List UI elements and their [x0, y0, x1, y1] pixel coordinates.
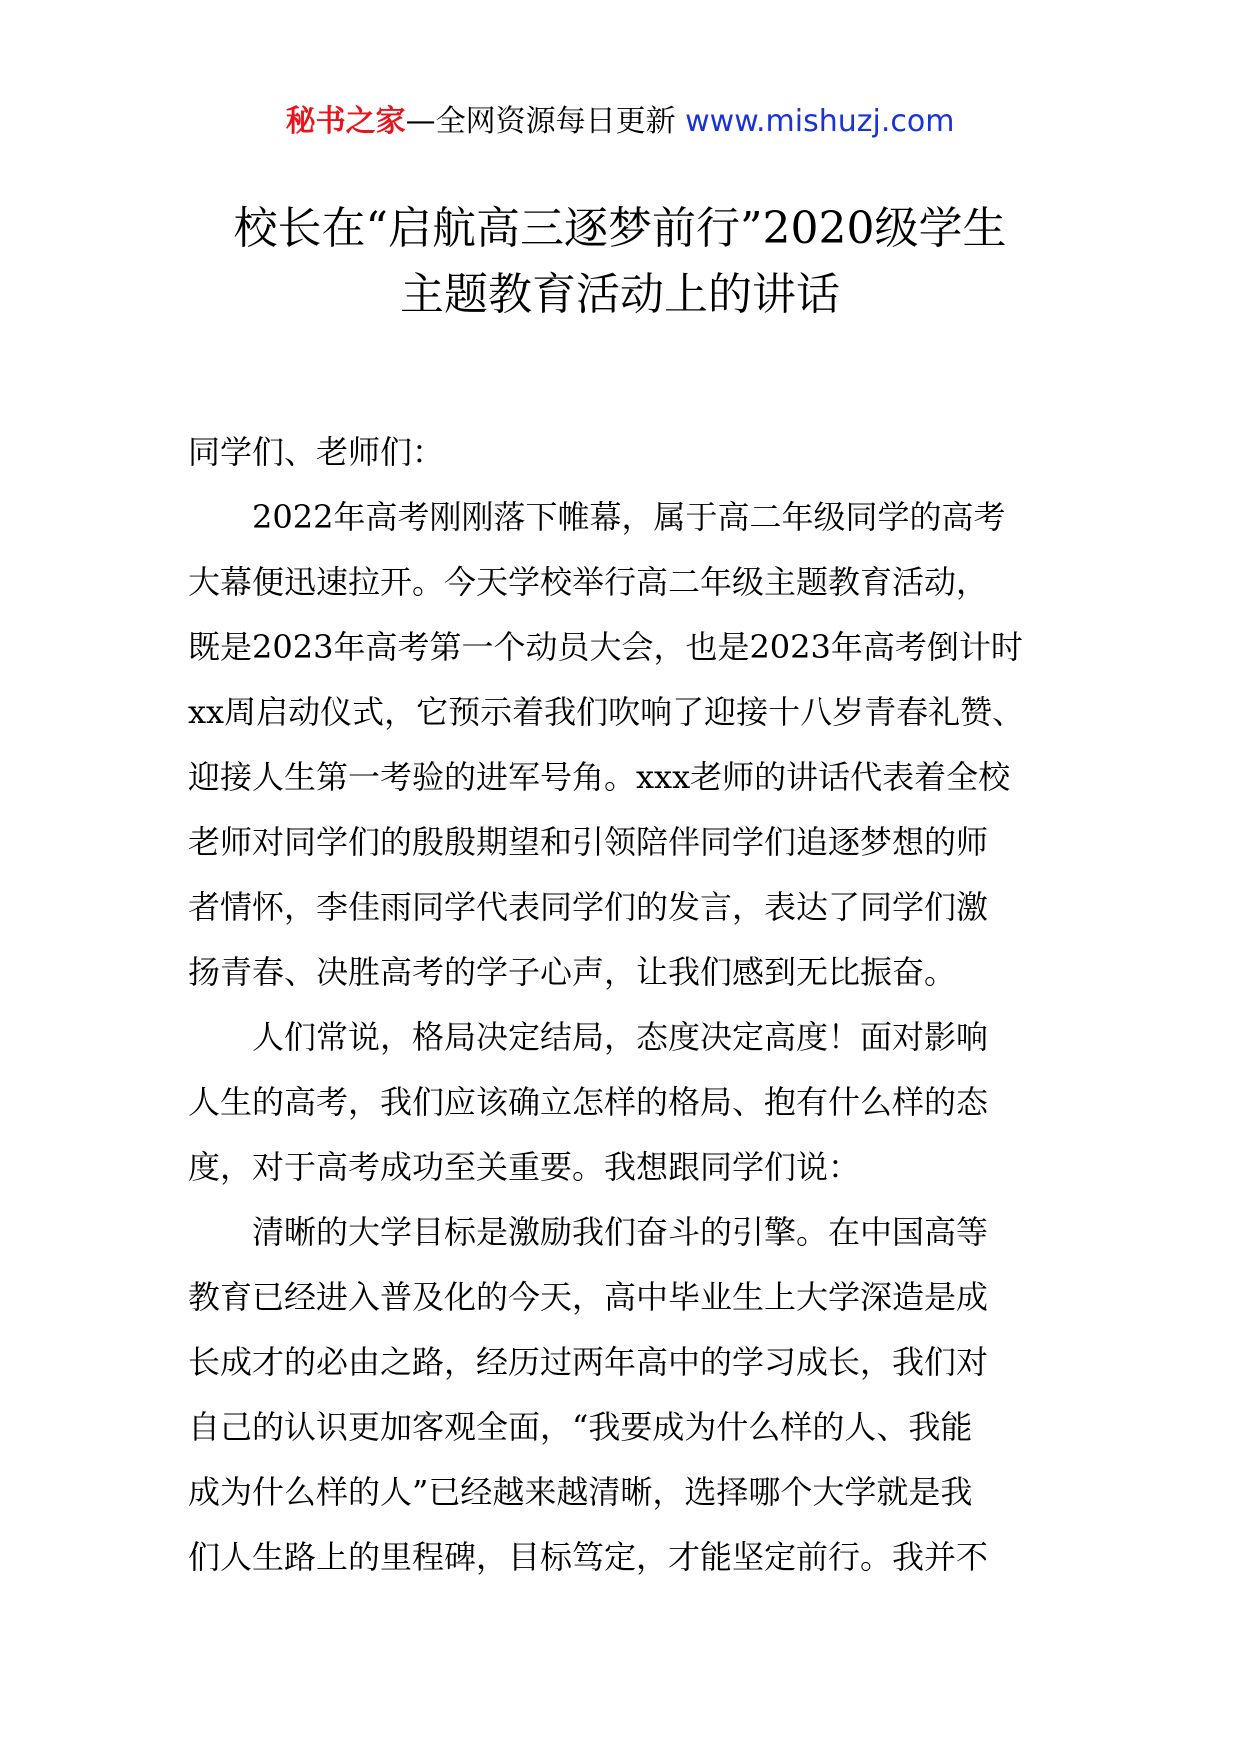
site-tagline: —全网资源每日更新	[405, 104, 686, 139]
body-line: 扬青春、决胜高考的学子心声，让我们感到无比振奋。	[188, 953, 957, 991]
site-brand: 秘书之家	[285, 104, 406, 139]
body-line: 自己的认识更加客观全面，“我要成为什么样的人、我能	[188, 1408, 973, 1446]
title-line: 主题教育活动上的讲话	[400, 269, 840, 320]
body-line: 们人生路上的里程碑，目标笃定，才能坚定前行。我并不	[188, 1538, 989, 1576]
title-line: 校长在“启航高三逐梦前行”2020级学生	[233, 203, 1007, 254]
body-line: 迎接人生第一考验的进军号角。xxx老师的讲话代表着全校	[188, 758, 1011, 796]
body-line: 者情怀，李佳雨同学代表同学们的发言，表达了同学们激	[188, 888, 989, 926]
site-header	[0, 100, 1240, 144]
document-title	[160, 196, 1080, 328]
body-line: 同学们、老师们：	[188, 433, 445, 471]
site-url-link[interactable]: www.mishuzj.com	[685, 104, 955, 139]
body-line: 大幕便迅速拉开。今天学校举行高二年级主题教育活动，	[188, 563, 989, 601]
body-line: 清晰的大学目标是激励我们奋斗的引擎。在中国高等	[252, 1213, 989, 1251]
body-line: 人生的高考，我们应该确立怎样的格局、抱有什么样的态	[188, 1083, 989, 1121]
document-body	[188, 420, 1068, 1590]
body-line: 老师对同学们的殷殷期望和引领陪伴同学们追逐梦想的师	[188, 823, 989, 861]
body-line: 长成才的必由之路，经历过两年高中的学习成长，我们对	[188, 1343, 989, 1381]
body-line: 成为什么样的人”已经越来越清晰，选择哪个大学就是我	[188, 1473, 973, 1511]
body-line: 教育已经进入普及化的今天，高中毕业生上大学深造是成	[188, 1278, 989, 1316]
body-line: 度，对于高考成功至关重要。我想跟同学们说：	[188, 1148, 861, 1186]
body-line: xx周启动仪式，它预示着我们吹响了迎接十八岁青春礼赞、	[188, 693, 1025, 731]
body-line: 既是2023年高考第一个动员大会，也是2023年高考倒计时	[188, 628, 1023, 666]
body-line: 2022年高考刚刚落下帷幕，属于高二年级同学的高考	[252, 498, 1006, 536]
body-line: 人们常说，格局决定结局，态度决定高度！面对影响	[252, 1018, 989, 1056]
